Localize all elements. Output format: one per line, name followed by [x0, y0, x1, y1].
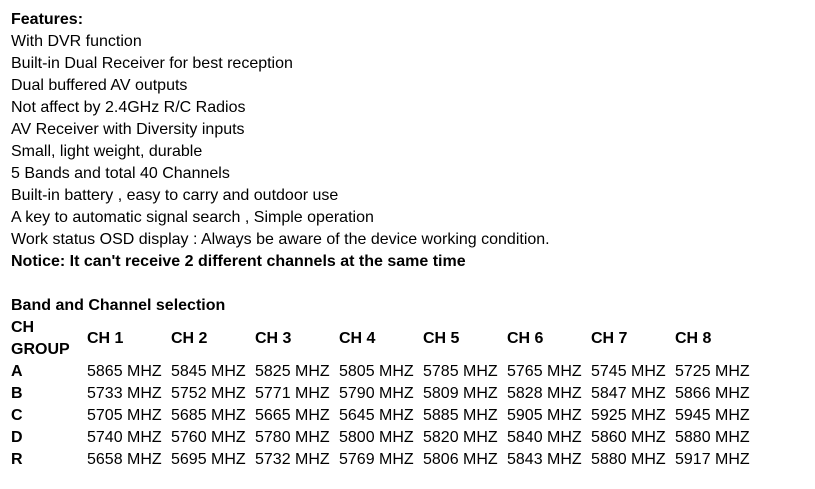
- feature-item: Not affect by 2.4GHz R/C Radios: [11, 99, 246, 116]
- frequency-cell: 5685 MHZ: [171, 407, 246, 424]
- frequency-cell: 5705 MHZ: [87, 407, 162, 424]
- band-table-heading: Band and Channel selection: [11, 297, 226, 314]
- frequency-cell: 5785 MHZ: [423, 363, 498, 380]
- frequency-cell: 5645 MHZ: [339, 407, 414, 424]
- feature-item: Built-in Dual Receiver for best reception: [11, 55, 293, 72]
- frequency-cell: 5945 MHZ: [675, 407, 750, 424]
- frequency-cell: 5917 MHZ: [675, 451, 750, 468]
- frequency-cell: 5752 MHZ: [171, 385, 246, 402]
- frequency-cell: 5733 MHZ: [87, 385, 162, 402]
- group-cell: B: [11, 385, 23, 402]
- features-heading: Features:: [11, 11, 84, 28]
- frequency-cell: 5925 MHZ: [591, 407, 666, 424]
- frequency-cell: 5658 MHZ: [87, 451, 162, 468]
- frequency-cell: 5865 MHZ: [87, 363, 162, 380]
- column-header: CH 3: [255, 330, 292, 347]
- frequency-cell: 5725 MHZ: [675, 363, 750, 380]
- column-header: CH 8: [675, 330, 712, 347]
- frequency-cell: 5760 MHZ: [171, 429, 246, 446]
- frequency-cell: 5805 MHZ: [339, 363, 414, 380]
- frequency-cell: 5800 MHZ: [339, 429, 414, 446]
- column-header: CH 1: [87, 330, 124, 347]
- frequency-cell: 5806 MHZ: [423, 451, 498, 468]
- frequency-cell: 5880 MHZ: [591, 451, 666, 468]
- spacer: [11, 273, 811, 295]
- feature-item: Dual buffered AV outputs: [11, 77, 188, 94]
- frequency-cell: 5843 MHZ: [507, 451, 582, 468]
- band-channel-table: [11, 317, 759, 471]
- table-row: [11, 361, 759, 383]
- frequency-cell: 5771 MHZ: [255, 385, 330, 402]
- table-header-row: [11, 317, 759, 361]
- frequency-cell: 5905 MHZ: [507, 407, 582, 424]
- frequency-cell: 5847 MHZ: [591, 385, 666, 402]
- table-row: [11, 449, 759, 471]
- column-header: CH 6: [507, 330, 544, 347]
- frequency-cell: 5740 MHZ: [87, 429, 162, 446]
- frequency-cell: 5790 MHZ: [339, 385, 414, 402]
- column-header: CH 5: [423, 330, 460, 347]
- feature-item: Small, light weight, durable: [11, 143, 203, 160]
- frequency-cell: 5769 MHZ: [339, 451, 414, 468]
- frequency-cell: 5866 MHZ: [675, 385, 750, 402]
- table-row: [11, 405, 759, 427]
- frequency-cell: 5745 MHZ: [591, 363, 666, 380]
- frequency-cell: 5665 MHZ: [255, 407, 330, 424]
- column-header: CH 2: [171, 330, 208, 347]
- frequency-cell: 5825 MHZ: [255, 363, 330, 380]
- frequency-cell: 5880 MHZ: [675, 429, 750, 446]
- frequency-cell: 5828 MHZ: [507, 385, 582, 402]
- corner-header: [11, 317, 87, 361]
- group-cell: A: [11, 363, 23, 380]
- frequency-cell: 5860 MHZ: [591, 429, 666, 446]
- frequency-cell: 5765 MHZ: [507, 363, 582, 380]
- document: [11, 9, 811, 471]
- frequency-cell: 5732 MHZ: [255, 451, 330, 468]
- frequency-cell: 5885 MHZ: [423, 407, 498, 424]
- feature-item: Work status OSD display : Always be aware of the device working condition.: [11, 231, 550, 248]
- feature-item: AV Receiver with Diversity inputs: [11, 121, 245, 138]
- feature-item: Built-in battery , easy to carry and outdoor use: [11, 187, 339, 204]
- frequency-cell: 5695 MHZ: [171, 451, 246, 468]
- table-row: [11, 383, 759, 405]
- group-cell: D: [11, 429, 23, 446]
- table-row: [11, 427, 759, 449]
- feature-item: With DVR function: [11, 33, 142, 50]
- frequency-cell: 5809 MHZ: [423, 385, 498, 402]
- notice-text: Notice: It can't receive 2 different channels at the same time: [11, 253, 466, 270]
- column-header: CH 4: [339, 330, 376, 347]
- frequency-cell: 5845 MHZ: [171, 363, 246, 380]
- frequency-cell: 5820 MHZ: [423, 429, 498, 446]
- feature-item: A key to automatic signal search , Simple operation: [11, 209, 374, 226]
- frequency-cell: 5840 MHZ: [507, 429, 582, 446]
- corner-header-ch: CH: [11, 319, 35, 336]
- column-header: CH 7: [591, 330, 628, 347]
- feature-item: 5 Bands and total 40 Channels: [11, 165, 230, 182]
- group-cell: C: [11, 407, 23, 424]
- corner-header-group: GROUP: [11, 341, 70, 358]
- group-cell: R: [11, 451, 23, 468]
- frequency-cell: 5780 MHZ: [255, 429, 330, 446]
